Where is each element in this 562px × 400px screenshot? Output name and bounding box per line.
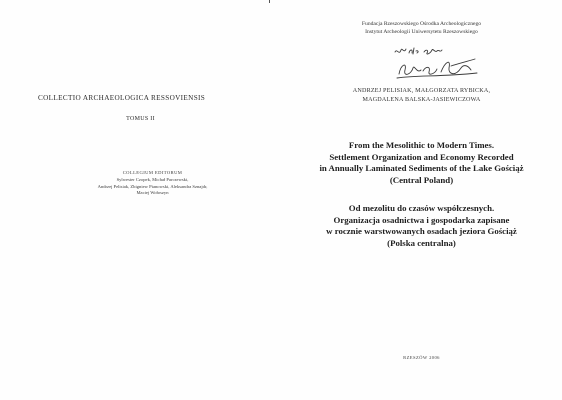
english-title	[281, 140, 562, 186]
publisher-line: Fundacja Rzeszowskiego Ośrodka Archeologicznego	[361, 21, 482, 27]
polish-title-line: w rocznie warstwowanych osadach jeziora Gościąż	[326, 226, 517, 237]
english-title-line: in Annually Laminated Sediments of the Lake Gościąż	[319, 163, 524, 174]
english-title-line: From the Mesolithic to Modern Times.	[348, 140, 495, 150]
series-title: COLLECTIO ARCHAEOLOGICA RESSOVIENSIS	[38, 94, 206, 102]
editorial-board	[40, 170, 265, 197]
polish-title-line: Od mezolitu do czasów współczesnych.	[348, 203, 495, 213]
editorial-board-line: Andrzej Pelisiak, Zbigniew Pianowski, Aleksandra Sznajdr,	[97, 183, 208, 189]
polish-title-line: Organizacja osadnictwa i gospodarka zapisane	[333, 214, 510, 225]
authors-block	[281, 87, 562, 105]
authors-line: ANDRZEJ PELISIAK, MAŁGORZATA RYBICKA,	[352, 88, 491, 94]
editorial-board-line: Maciej Wołoszyn	[136, 190, 169, 196]
polish-title-line: (Polska centralna)	[387, 237, 456, 248]
english-title-line: (Central Poland)	[389, 174, 454, 185]
publisher-block	[281, 20, 562, 36]
place-and-year: RZESZÓW 2006	[403, 355, 440, 360]
editorial-board-heading: COLLEGIUM EDITORUM	[122, 170, 183, 175]
publisher-line: Instytut Archeologii Uniwersytetu Rzeszowskiego	[365, 29, 478, 35]
editorial-board-line: Sylwester Czopek, Michał Parczewski,	[116, 176, 189, 182]
volume-number: TOMUS II	[126, 116, 155, 122]
polish-title	[281, 203, 562, 249]
handwritten-signature	[391, 44, 481, 82]
authors-line: MAGDALENA BALSKA-JASIEWICZOWA	[362, 97, 481, 103]
right-page	[281, 0, 562, 400]
english-title-line: Settlement Organization and Economy Recorded	[329, 151, 514, 162]
